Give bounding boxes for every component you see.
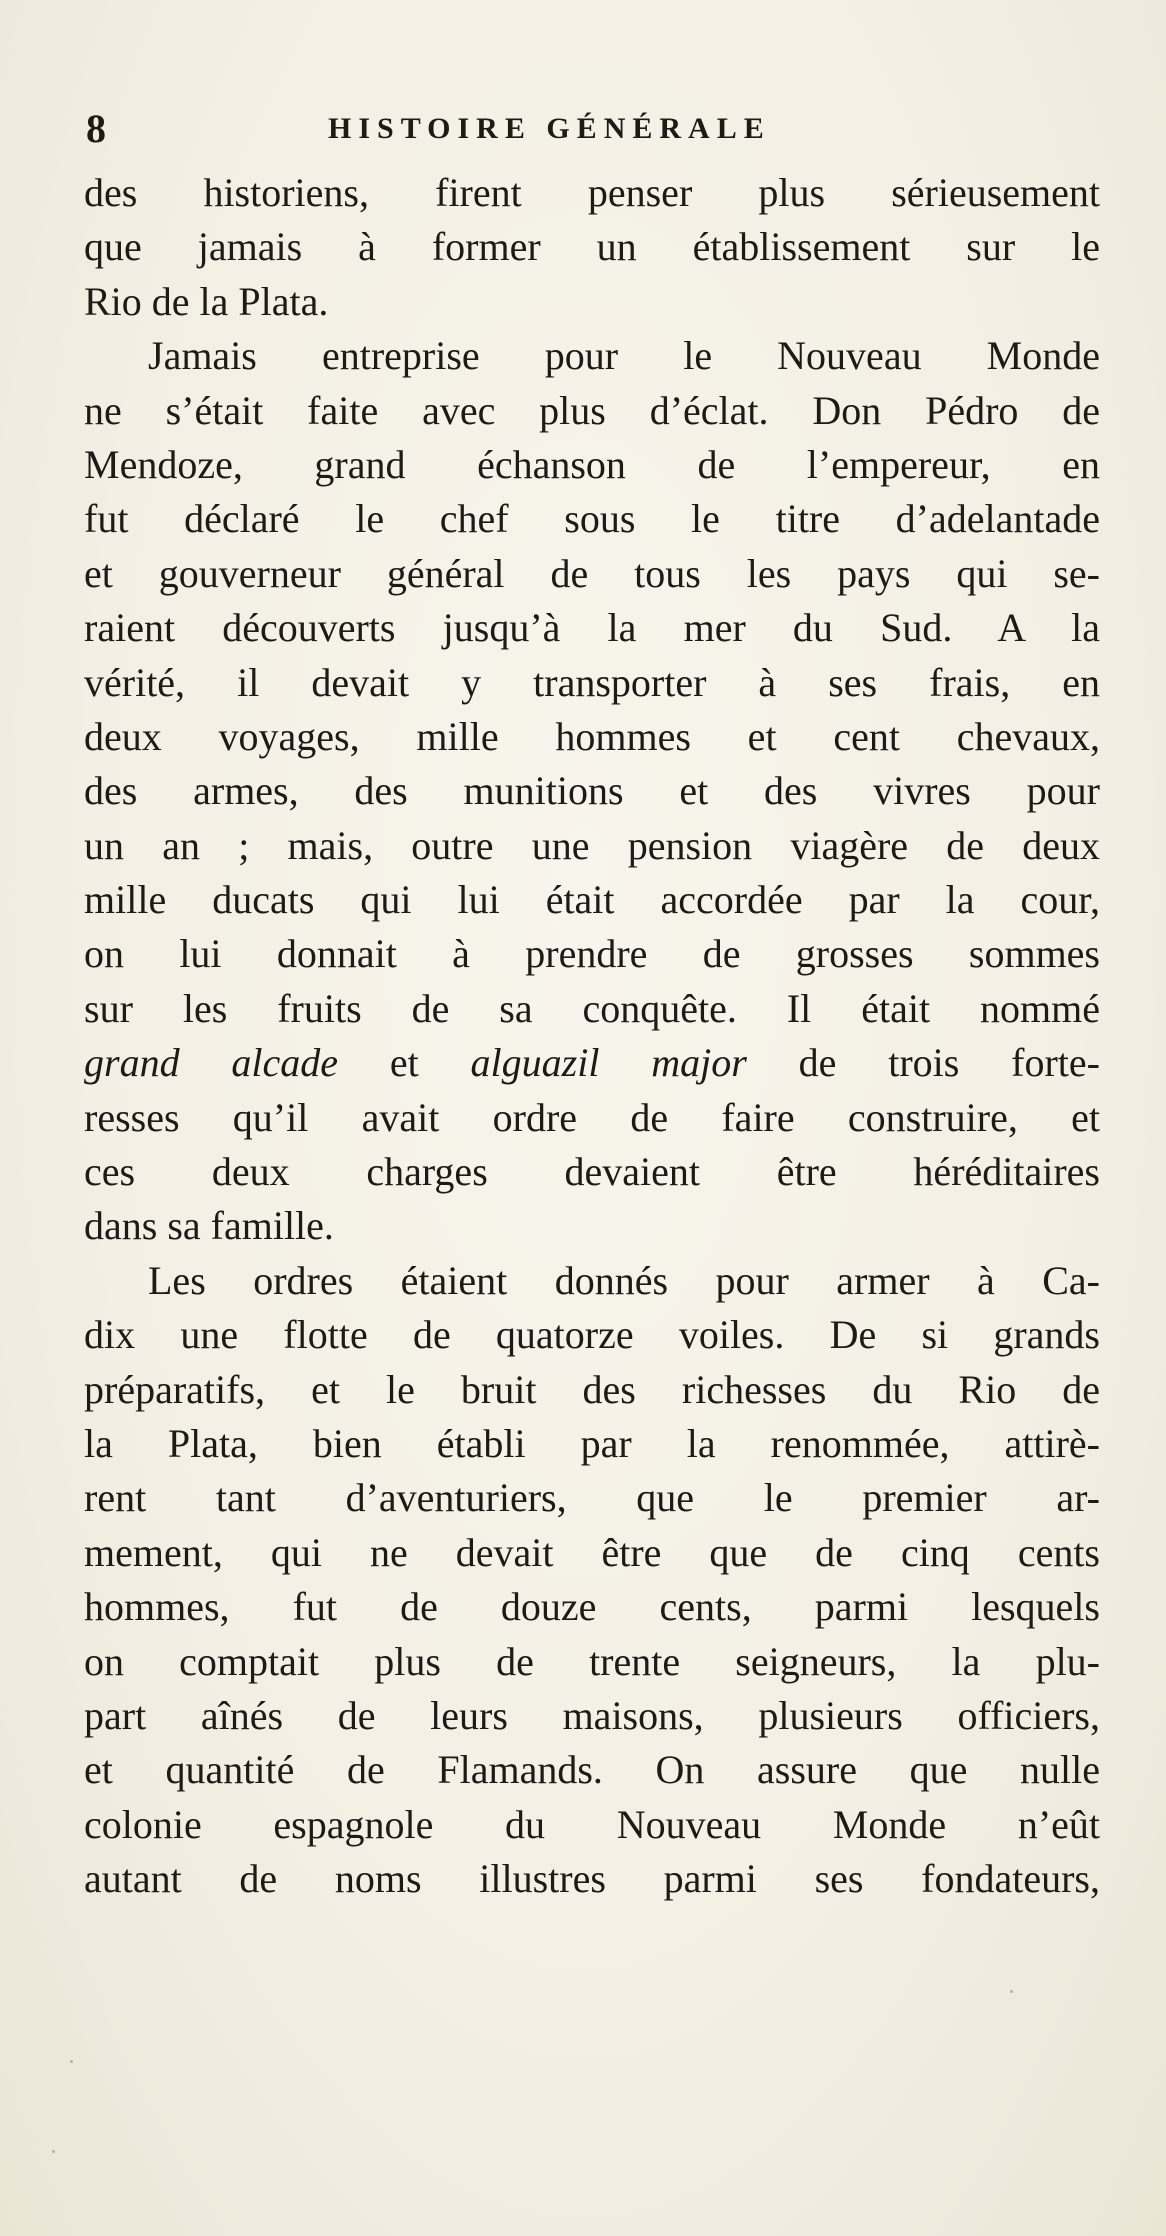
text-line: rent tant d’aventuriers, que le premier ar- — [84, 1475, 1100, 1521]
paragraph-start-line: Les ordres étaient donnés pour armer à Ca- — [148, 1257, 1100, 1303]
text-line: deux voyages, mille hommes et cent chevaux, — [84, 713, 1100, 759]
text-line: resses qu’il avait ordre de faire construire, et — [84, 1094, 1100, 1140]
italic-term-alguazil-major: alguazil major — [470, 1040, 747, 1086]
text-line: autant de noms illustres parmi ses fondateurs, — [84, 1856, 1100, 1902]
text-line: colonie espagnole du Nouveau Monde n’eût — [84, 1801, 1100, 1847]
text-line-with-italics — [84, 1036, 1100, 1090]
text-line: ne s’était faite avec plus d’éclat. Don Pédro de — [84, 387, 1100, 433]
paragraph-start-line: Jamais entreprise pour le Nouveau Monde — [148, 333, 1100, 379]
text-line: vérité, il devait y transporter à ses frais, en — [84, 659, 1100, 705]
paper-speck — [1010, 1990, 1013, 1993]
text-line: fut déclaré le chef sous le titre d’adelantade — [84, 496, 1100, 542]
text-line: des armes, des munitions et des vivres pour — [84, 768, 1100, 814]
page-header — [78, 104, 1098, 154]
page-number: 8 — [86, 106, 106, 151]
connector-text: et — [338, 1040, 471, 1086]
text-line: préparatifs, et le bruit des richesses du Rio de — [84, 1366, 1100, 1412]
text-line: mement, qui ne devait être que de cinq cents — [84, 1529, 1100, 1575]
text-line: on comptait plus de trente seigneurs, la plu- — [84, 1638, 1100, 1684]
text-line: un an ; mais, outre une pension viagère de deux — [84, 822, 1100, 868]
text-line: on lui donnait à prendre de grosses sommes — [84, 931, 1100, 977]
text-line: Rio de la Plata. — [84, 278, 329, 324]
text-line: des historiens, firent penser plus sérieusement — [84, 170, 1100, 215]
text-line: part aînés de leurs maisons, plusieurs officiers, — [84, 1692, 1100, 1738]
line-remainder: de trois forte- — [746, 1040, 1100, 1086]
paper-speck — [52, 2150, 55, 2153]
text-line: dix une flotte de quatorze voiles. De si grands — [84, 1312, 1100, 1358]
text-line: mille ducats qui lui était accordée par la cour, — [84, 877, 1100, 923]
paper-speck — [70, 2060, 73, 2063]
text-line: et gouverneur général de tous les pays qui se- — [84, 550, 1100, 596]
text-line: ces deux charges devaient être héréditaires — [84, 1149, 1100, 1195]
body-text — [84, 166, 1100, 1907]
text-line: Mendoze, grand échanson de l’empereur, en — [84, 441, 1100, 487]
text-line: sur les fruits de sa conquête. Il était nommé — [84, 985, 1100, 1031]
text-line: que jamais à former un établissement sur le — [84, 224, 1100, 270]
text-line: hommes, fut de douze cents, parmi lesquels — [84, 1584, 1100, 1630]
running-title: HISTOIRE GÉNÉRALE — [328, 112, 771, 145]
text-line: dans sa famille. — [84, 1203, 334, 1249]
text-line: raient découverts jusqu’à la mer du Sud. A la — [84, 605, 1100, 651]
italic-term-grand-alcade: grand alcade — [84, 1040, 339, 1086]
text-line: et quantité de Flamands. On assure que nulle — [84, 1747, 1100, 1793]
text-line: la Plata, bien établi par la renommée, attirè- — [84, 1420, 1100, 1466]
